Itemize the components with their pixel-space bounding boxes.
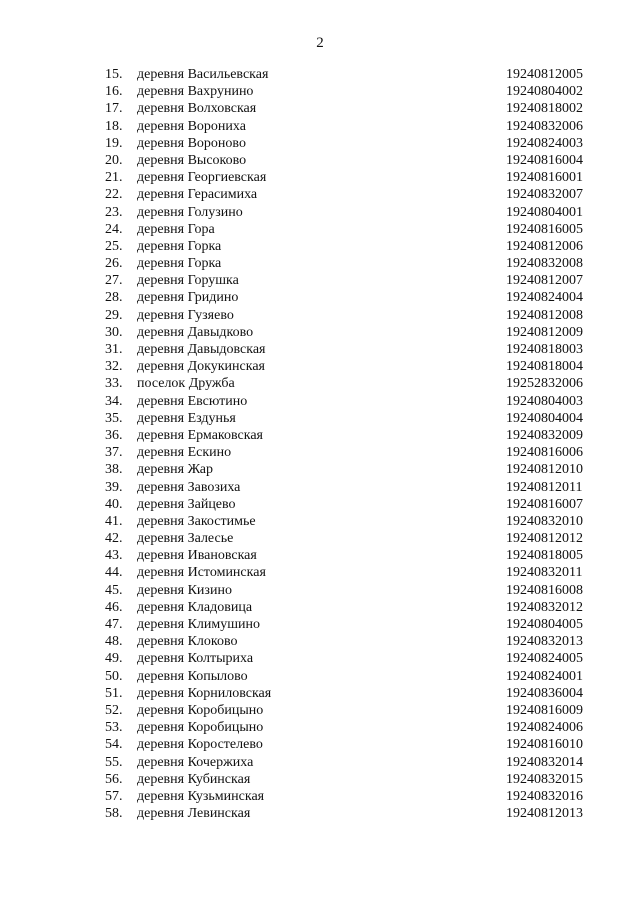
settlement-name: деревня Левинская (137, 806, 251, 822)
list-item (0, 736, 640, 753)
settlement-name: деревня Горка (137, 238, 222, 254)
row-number: 17. (105, 101, 123, 117)
list-item (0, 324, 640, 341)
settlement-name: деревня Кладовица (137, 599, 253, 615)
settlement-code: 19240816008 (506, 582, 583, 598)
list-item (0, 221, 640, 238)
settlement-code: 19240832013 (506, 634, 583, 650)
settlement-name: деревня Коробицыно (137, 702, 264, 718)
list-item (0, 66, 640, 83)
row-number: 26. (105, 256, 123, 272)
list-item (0, 668, 640, 685)
settlement-name: деревня Волховская (137, 101, 257, 117)
settlement-name: деревня Кузьминская (137, 788, 265, 804)
settlement-name: деревня Ескино (137, 445, 232, 461)
settlement-name: деревня Закостимье (137, 513, 256, 529)
settlement-name: деревня Колтыриха (137, 651, 254, 667)
row-number: 52. (105, 702, 123, 718)
list-item (0, 702, 640, 719)
settlement-code: 19240816005 (506, 221, 583, 237)
row-number: 19. (105, 135, 123, 151)
list-item (0, 83, 640, 100)
row-number: 33. (105, 376, 123, 392)
settlement-name: деревня Клоково (137, 634, 238, 650)
settlement-code: 19240832008 (506, 256, 583, 272)
settlement-name: деревня Завозиха (137, 479, 241, 495)
row-number: 16. (105, 84, 123, 100)
settlement-name: деревня Горка (137, 256, 222, 272)
row-number: 29. (105, 307, 123, 323)
settlement-code: 19240832016 (506, 788, 583, 804)
settlement-code: 19240818004 (506, 359, 583, 375)
list-item (0, 341, 640, 358)
settlement-code: 19240824004 (506, 290, 583, 306)
list-item (0, 358, 640, 375)
row-number: 34. (105, 393, 123, 409)
list-item (0, 100, 640, 117)
row-number: 22. (105, 187, 123, 203)
row-number: 56. (105, 771, 123, 787)
list-item (0, 289, 640, 306)
row-number: 32. (105, 359, 123, 375)
settlement-name: деревня Васильевская (137, 67, 269, 82)
row-number: 51. (105, 685, 123, 701)
settlement-name: деревня Гридино (137, 290, 239, 306)
row-number: 30. (105, 324, 123, 340)
settlement-name: деревня Голузино (137, 204, 243, 220)
settlement-code: 19240832006 (506, 118, 583, 134)
settlement-code: 19240818002 (506, 101, 583, 117)
list-item (0, 788, 640, 805)
list-item (0, 479, 640, 496)
list-item (0, 582, 640, 599)
row-number: 48. (105, 634, 123, 650)
settlement-name: деревня Георгиевская (137, 170, 267, 186)
row-number: 44. (105, 565, 123, 581)
settlement-code: 19240818003 (506, 342, 583, 357)
row-number: 43. (105, 548, 123, 564)
row-number: 25. (105, 238, 123, 254)
list-item (0, 513, 640, 530)
row-number: 27. (105, 273, 123, 289)
settlement-code: 19240816006 (506, 445, 583, 461)
row-number: 21. (105, 170, 123, 186)
list-item (0, 255, 640, 272)
settlement-name: деревня Высоково (137, 152, 247, 168)
settlement-name: деревня Зайцево (137, 496, 236, 512)
settlement-code: 19252832006 (506, 376, 583, 392)
list-item (0, 307, 640, 324)
settlement-code: 19240804001 (506, 204, 583, 220)
list-item (0, 685, 640, 702)
row-number: 46. (105, 599, 123, 615)
settlement-code: 19240816010 (506, 737, 583, 753)
row-number: 50. (105, 668, 123, 684)
list-item (0, 650, 640, 667)
settlement-name: деревня Залесье (137, 531, 234, 547)
list-item (0, 135, 640, 152)
settlement-list (0, 66, 640, 822)
list-item (0, 238, 640, 255)
settlement-code: 19240812010 (506, 462, 583, 478)
settlement-code: 19240818005 (506, 548, 583, 564)
row-number: 57. (105, 788, 123, 804)
settlement-name: деревня Ворониха (137, 118, 246, 134)
row-number: 55. (105, 754, 123, 770)
settlement-code: 19240812011 (506, 479, 583, 495)
settlement-code: 19240812013 (506, 806, 583, 822)
settlement-name: деревня Ездунья (137, 410, 236, 426)
settlement-code: 19240812012 (506, 531, 583, 547)
settlement-code: 19240812008 (506, 307, 583, 323)
settlement-name: деревня Корниловская (137, 685, 272, 701)
row-number: 18. (105, 118, 123, 134)
row-number: 23. (105, 204, 123, 220)
settlement-name: поселок Дружба (137, 376, 235, 392)
list-item (0, 393, 640, 410)
row-number: 28. (105, 290, 123, 306)
list-item (0, 375, 640, 392)
settlement-name: деревня Ермаковская (137, 427, 263, 443)
settlement-code: 19240832011 (506, 565, 583, 581)
list-item (0, 410, 640, 427)
settlement-code: 19240832015 (506, 771, 583, 787)
settlement-name: деревня Давыдовская (137, 342, 266, 357)
list-item (0, 118, 640, 135)
settlement-code: 19240804004 (506, 410, 583, 426)
list-item (0, 547, 640, 564)
list-item (0, 530, 640, 547)
settlement-name: деревня Горушка (137, 273, 239, 289)
row-number: 35. (105, 410, 123, 426)
settlement-code: 19240824003 (506, 135, 583, 151)
row-number: 20. (105, 152, 123, 168)
list-item (0, 169, 640, 186)
list-item (0, 461, 640, 478)
settlement-code: 19240832012 (506, 599, 583, 615)
row-number: 24. (105, 221, 123, 237)
list-item (0, 152, 640, 169)
row-number: 45. (105, 582, 123, 598)
settlement-code: 19240824001 (506, 668, 583, 684)
settlement-name: деревня Копылово (137, 668, 248, 684)
list-item (0, 771, 640, 788)
settlement-name: деревня Жар (137, 462, 214, 478)
settlement-code: 19240804003 (506, 393, 583, 409)
settlement-name: деревня Докукинская (137, 359, 265, 375)
list-item (0, 599, 640, 616)
settlement-code: 19240812005 (506, 67, 583, 82)
settlement-name: деревня Гузяево (137, 307, 234, 323)
row-number: 42. (105, 531, 123, 547)
row-number: 31. (105, 342, 123, 357)
settlement-name: деревня Истоминская (137, 565, 266, 581)
row-number: 38. (105, 462, 123, 478)
row-number: 39. (105, 479, 123, 495)
row-number: 37. (105, 445, 123, 461)
list-item (0, 805, 640, 822)
row-number: 41. (105, 513, 123, 529)
row-number: 49. (105, 651, 123, 667)
settlement-name: деревня Климушино (137, 617, 261, 632)
settlement-name: деревня Гора (137, 221, 215, 237)
settlement-name: деревня Кубинская (137, 771, 251, 787)
settlement-code: 19240804005 (506, 617, 583, 632)
settlement-code: 19240816004 (506, 152, 583, 168)
settlement-code: 19240812007 (506, 273, 583, 289)
settlement-name: деревня Кочержиха (137, 754, 254, 770)
list-item (0, 427, 640, 444)
settlement-name: деревня Давыдково (137, 324, 254, 340)
settlement-name: деревня Вахрунино (137, 84, 254, 100)
settlement-code: 19240804002 (506, 84, 583, 100)
row-number: 36. (105, 427, 123, 443)
row-number: 47. (105, 617, 123, 632)
list-item (0, 616, 640, 633)
settlement-name: деревня Герасимиха (137, 187, 258, 203)
list-item (0, 204, 640, 221)
row-number: 40. (105, 496, 123, 512)
settlement-code: 19240824006 (506, 720, 583, 736)
settlement-code: 19240816009 (506, 702, 583, 718)
settlement-name: деревня Евсютино (137, 393, 248, 409)
settlement-code: 19240816001 (506, 170, 583, 186)
settlement-code: 19240812006 (506, 238, 583, 254)
row-number: 58. (105, 806, 123, 822)
list-item (0, 754, 640, 771)
list-item (0, 444, 640, 461)
settlement-code: 19240816007 (506, 496, 583, 512)
settlement-name: деревня Вороново (137, 135, 246, 151)
settlement-name: деревня Кизино (137, 582, 232, 598)
settlement-name: деревня Коростелево (137, 737, 263, 753)
settlement-code: 19240832009 (506, 427, 583, 443)
settlement-name: деревня Коробицыно (137, 720, 264, 736)
row-number: 54. (105, 737, 123, 753)
list-item (0, 186, 640, 203)
settlement-code: 19240812009 (506, 324, 583, 340)
settlement-code: 19240824005 (506, 651, 583, 667)
page-number: 2 (316, 35, 324, 51)
settlement-name: деревня Ивановская (137, 548, 257, 564)
settlement-code: 19240832007 (506, 187, 583, 203)
list-item (0, 719, 640, 736)
list-item (0, 564, 640, 581)
row-number: 53. (105, 720, 123, 736)
list-item (0, 272, 640, 289)
list-item (0, 633, 640, 650)
settlement-code: 19240836004 (506, 685, 583, 701)
list-item (0, 496, 640, 513)
settlement-code: 19240832014 (506, 754, 583, 770)
settlement-code: 19240832010 (506, 513, 583, 529)
row-number: 15. (105, 67, 123, 82)
